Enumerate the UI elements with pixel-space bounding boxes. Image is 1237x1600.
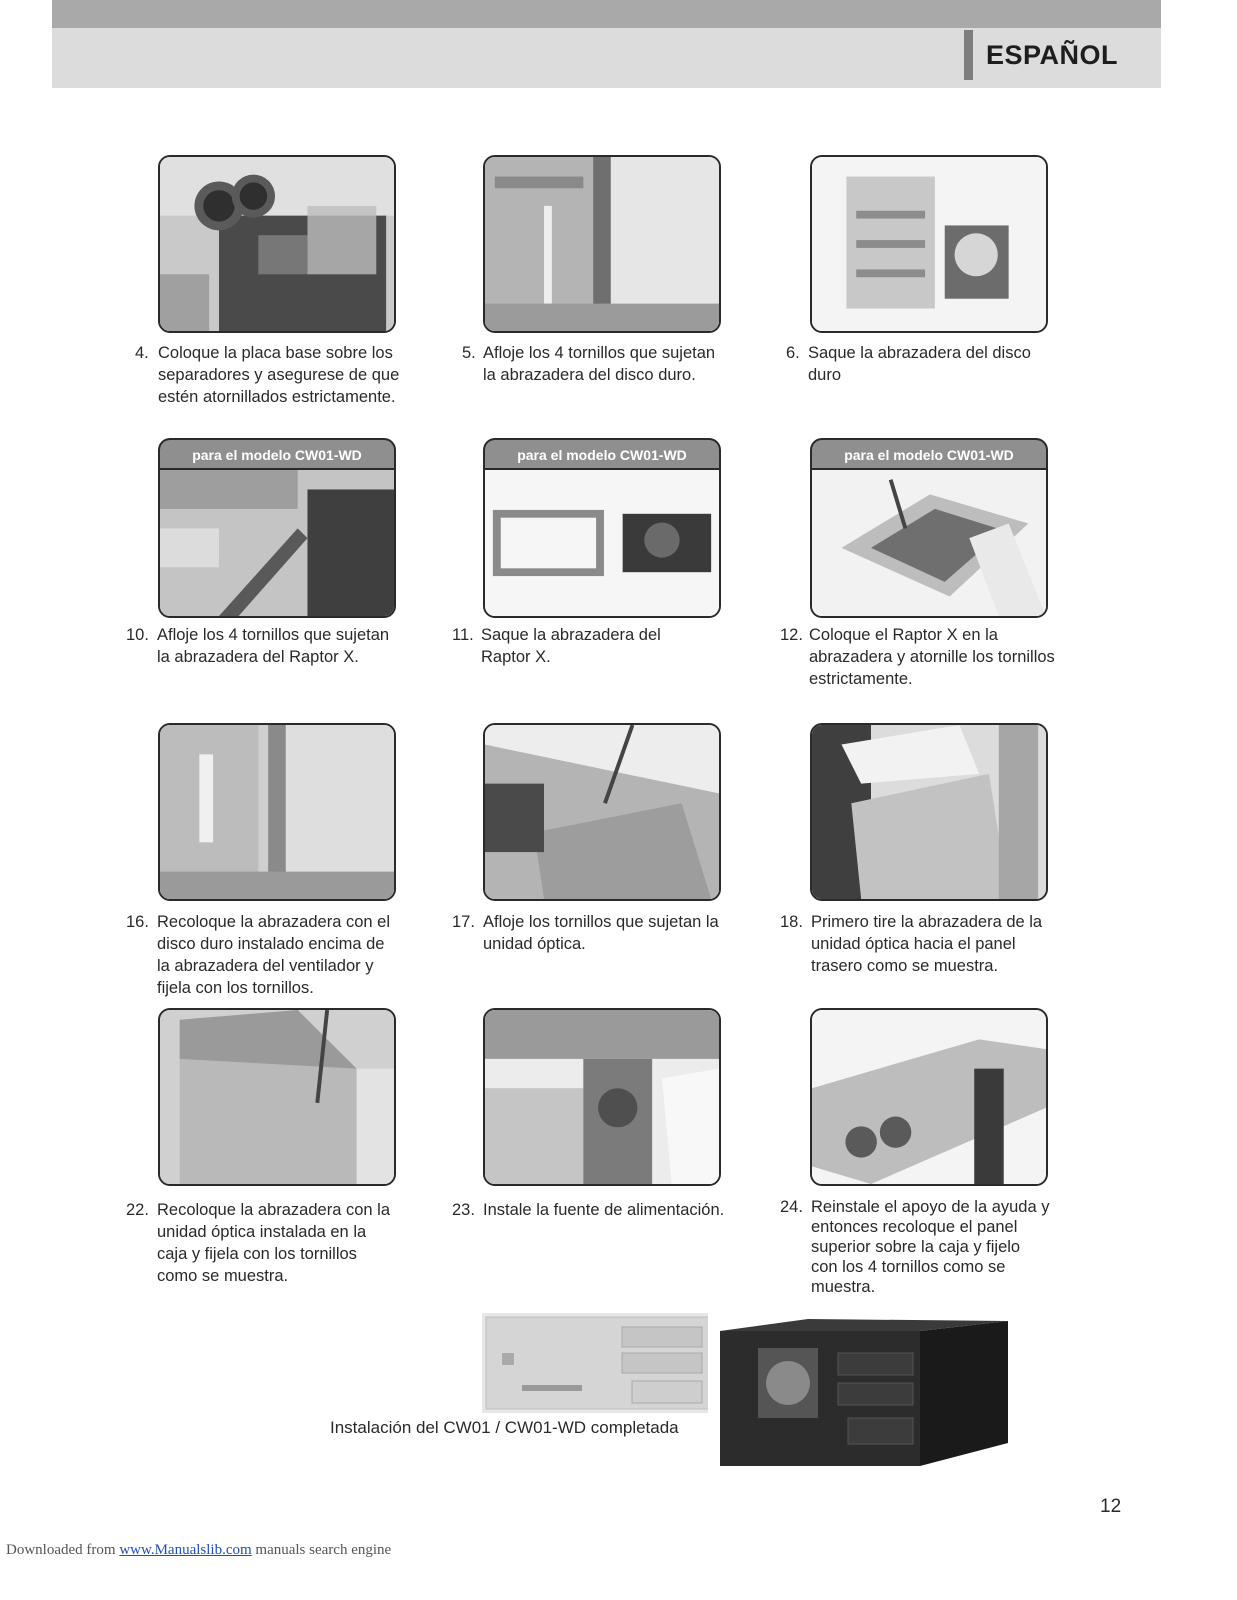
caption-line: unidad óptica instalada en la [157, 1223, 367, 1241]
footer-suffix: manuals search engine [251, 1542, 392, 1558]
step-12-photo [810, 468, 1048, 618]
caption-line: Coloque el Raptor X en la [809, 626, 998, 644]
step-6-caption [786, 342, 1031, 386]
caption-line: la abrazadera del ventilador y [157, 957, 374, 975]
caption-line: Coloque la placa base sobre los [158, 344, 393, 362]
caption-line: Afloje los 4 tornillos que sujetan [157, 626, 390, 644]
caption-line: abrazadera y atornille los tornillos [809, 648, 1055, 666]
header-accent-bar [964, 30, 973, 80]
caption-line: caja y fijela con los tornillos [157, 1245, 357, 1263]
caption-line: fijela con los tornillos. [157, 979, 314, 997]
caption-line: Primero tire la abrazadera de la [811, 913, 1043, 931]
step-5-photo [483, 155, 721, 333]
header-top-band [52, 0, 1161, 28]
step-12-caption [780, 624, 1055, 690]
caption-line: como se muestra. [157, 1267, 289, 1285]
step-number: 5. [462, 344, 476, 362]
footer-prefix: Downloaded from [6, 1542, 120, 1558]
step-18-photo [810, 723, 1048, 901]
step-number: 6. [786, 344, 800, 362]
caption-line: separadores y asegurese de que [158, 366, 400, 384]
caption-line: Saque la abrazadera del disco [808, 344, 1031, 362]
caption-line: Afloje los tornillos que sujetan la [483, 913, 719, 931]
caption-line: Recoloque la abrazadera con la [157, 1201, 390, 1219]
step-number: 18. [780, 913, 803, 931]
caption-line: unidad óptica. [483, 935, 586, 953]
step-number: 22. [126, 1201, 149, 1219]
step-22-photo [158, 1008, 396, 1186]
manualslib-link[interactable]: www.Manualslib.com [119, 1542, 252, 1558]
step-11-photo [483, 468, 721, 618]
step-22-caption [126, 1199, 390, 1287]
download-footer [6, 1542, 391, 1559]
language-title: ESPAÑOL [986, 40, 1119, 70]
step-16-photo [158, 723, 396, 901]
step-10-caption [126, 624, 389, 668]
step-4-caption [135, 342, 399, 408]
step-17-caption [452, 911, 719, 955]
step-number: 4. [135, 344, 149, 362]
caption-line: estrictamente. [809, 670, 913, 688]
caption-line: Instale la fuente de alimentación. [483, 1201, 725, 1219]
step-number: 10. [126, 626, 149, 644]
caption-line: la abrazadera del Raptor X. [157, 648, 359, 666]
step-number: 24. [780, 1198, 803, 1216]
step-10-photo [158, 468, 396, 618]
step-11-caption [452, 624, 661, 668]
caption-line: Afloje los 4 tornillos que sujetan [483, 344, 716, 362]
model-tab: para el modelo CW01-WD [158, 438, 396, 470]
completed-case-silver-photo [482, 1313, 714, 1413]
caption-line: Recoloque la abrazadera con el [157, 913, 390, 931]
step-number: 17. [452, 913, 475, 931]
caption-line: muestra. [811, 1278, 876, 1296]
step-number: 12. [780, 626, 803, 644]
caption-line: estén atornillados estrictamente. [158, 388, 396, 406]
step-16-caption [126, 911, 390, 999]
step-24-caption [780, 1197, 1050, 1297]
caption-line: duro [808, 366, 842, 384]
step-4-photo [158, 155, 396, 333]
model-tab: para el modelo CW01-WD [810, 438, 1048, 470]
step-5-caption [462, 342, 715, 386]
model-tab: para el modelo CW01-WD [483, 438, 721, 470]
caption-line: unidad óptica hacia el panel [811, 935, 1016, 953]
page-number: 12 [1100, 1496, 1122, 1517]
step-18-caption [780, 911, 1042, 977]
step-6-photo [810, 155, 1048, 333]
step-number: 11. [452, 626, 474, 644]
caption-line: superior sobre la caja y fijelo [811, 1238, 1021, 1256]
caption-line: la abrazadera del disco duro. [483, 366, 696, 384]
caption-line: entonces recoloque el panel [811, 1218, 1018, 1236]
step-number: 16. [126, 913, 149, 931]
caption-line: con los 4 tornillos como se [811, 1258, 1006, 1276]
caption-line: trasero como se muestra. [811, 957, 999, 975]
completed-case-black-photo [708, 1313, 1024, 1468]
step-24-photo [810, 1008, 1048, 1186]
completed-installation-caption: Instalación del CW01 / CW01-WD completada [330, 1418, 679, 1437]
caption-line: Reinstale el apoyo de la ayuda y [811, 1198, 1050, 1216]
step-23-photo [483, 1008, 721, 1186]
caption-line: Saque la abrazadera del [481, 626, 661, 644]
step-number: 23. [452, 1201, 475, 1219]
step-17-photo [483, 723, 721, 901]
caption-line: disco duro instalado encima de [157, 935, 385, 953]
caption-line: Raptor X. [481, 648, 551, 666]
step-23-caption [452, 1199, 724, 1221]
